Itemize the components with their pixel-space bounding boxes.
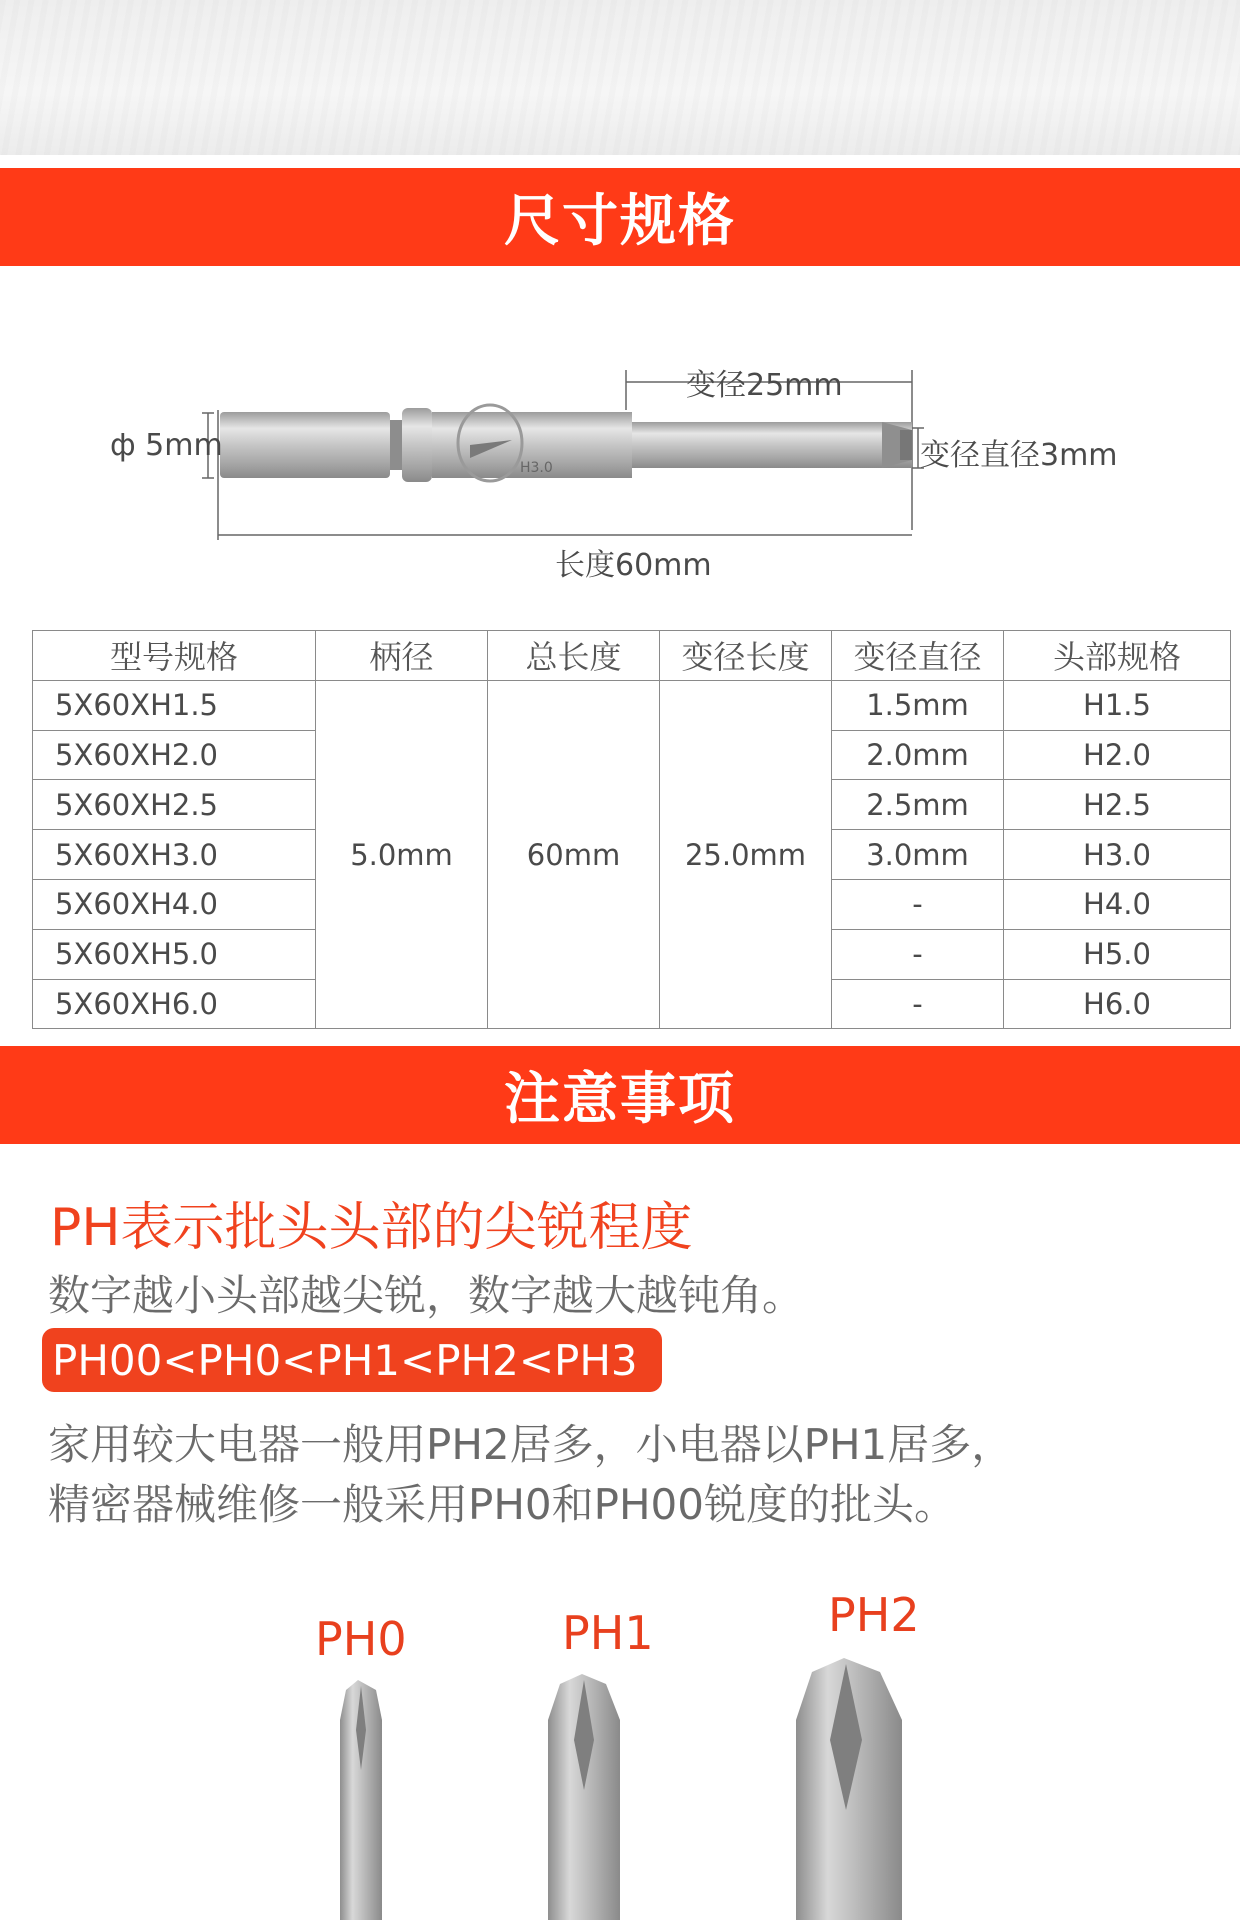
cell-model: 5X60XH2.0 [33, 730, 316, 780]
cell-reduced-diameter: 1.5mm [832, 680, 1004, 730]
bit-shank [220, 412, 390, 478]
notes-line-3: 家用较大电器一般用PH2居多，小电器以PH1居多， [48, 1420, 1014, 1469]
notes-line-4: 精密器械维修一般采用PH0和PH00锐度的批头。 [48, 1480, 956, 1529]
top-gap [0, 155, 1240, 168]
notes-heading: PH表示批头头部的尖锐程度 [50, 1198, 693, 1258]
cell-model: 5X60XH2.5 [33, 780, 316, 830]
cell-head-spec: H2.0 [1004, 730, 1231, 780]
dimension-diagram [0, 290, 1240, 590]
bit-label-ph1: PH1 [562, 1606, 654, 1660]
cell-head-spec: H5.0 [1004, 929, 1231, 979]
cell-head-spec: H2.5 [1004, 780, 1231, 830]
sharpness-order-text: PH00<PH0<PH1<PH2<PH3 [52, 1335, 638, 1385]
header-reduced-diameter: 变径直径 [832, 631, 1004, 681]
spec-section-title: 尺寸规格 [504, 189, 736, 254]
table-header-row [33, 631, 1231, 681]
cell-head-spec: H3.0 [1004, 830, 1231, 880]
cell-model: 5X60XH3.0 [33, 830, 316, 880]
ph2-bit-tip [796, 1658, 902, 1920]
cell-model: 5X60XH1.5 [33, 680, 316, 730]
bit-label-ph0: PH0 [315, 1612, 407, 1666]
cell-reduced-diameter: - [832, 979, 1004, 1029]
reduced-length-label: 变径25mm [686, 368, 843, 403]
cell-model: 5X60XH4.0 [33, 879, 316, 929]
bit-label-ph2: PH2 [828, 1588, 920, 1642]
cell-head-spec: H6.0 [1004, 979, 1231, 1029]
cell-head-spec: H1.5 [1004, 680, 1231, 730]
header-total-length: 总长度 [488, 631, 660, 681]
header-model: 型号规格 [33, 631, 316, 681]
notes-section-banner [0, 1046, 1240, 1144]
reduced-diameter-label: 变径直径3mm [920, 438, 1118, 473]
top-product-photo [0, 0, 1240, 155]
shank-diameter-label: ф 5mm [110, 428, 223, 463]
cell-head-spec: H4.0 [1004, 879, 1231, 929]
spec-table [32, 630, 1231, 1029]
cell-total-length-shared: 60mm [488, 680, 660, 1029]
bit-tips-illustration [0, 1640, 1240, 1920]
cell-reduced-diameter: 2.5mm [832, 780, 1004, 830]
cell-reduced-diameter: 2.0mm [832, 730, 1004, 780]
cell-shank-shared: 5.0mm [316, 680, 488, 1029]
header-reduced-length: 变径长度 [660, 631, 832, 681]
cell-reduced-length-shared: 25.0mm [660, 680, 832, 1029]
header-shank: 柄径 [316, 631, 488, 681]
header-head-spec: 头部规格 [1004, 631, 1231, 681]
notes-line-1: 数字越小头部越尖锐，数字越大越钝角。 [48, 1271, 805, 1320]
ph0-bit-tip [340, 1680, 382, 1920]
bit-reduced-shaft [632, 422, 912, 468]
cell-reduced-diameter: 3.0mm [832, 830, 1004, 880]
total-length-label: 长度60mm [555, 548, 712, 583]
spec-section-banner [0, 168, 1240, 266]
cell-reduced-diameter: - [832, 929, 1004, 979]
table-row [33, 680, 1231, 730]
ph1-bit-tip [548, 1674, 620, 1920]
cell-model: 5X60XH6.0 [33, 979, 316, 1029]
cell-reduced-diameter: - [832, 879, 1004, 929]
bit-marking: H3.0 [520, 460, 553, 476]
notes-section-title: 注意事项 [504, 1067, 736, 1132]
cell-model: 5X60XH5.0 [33, 929, 316, 979]
sharpness-order-badge [42, 1328, 662, 1392]
